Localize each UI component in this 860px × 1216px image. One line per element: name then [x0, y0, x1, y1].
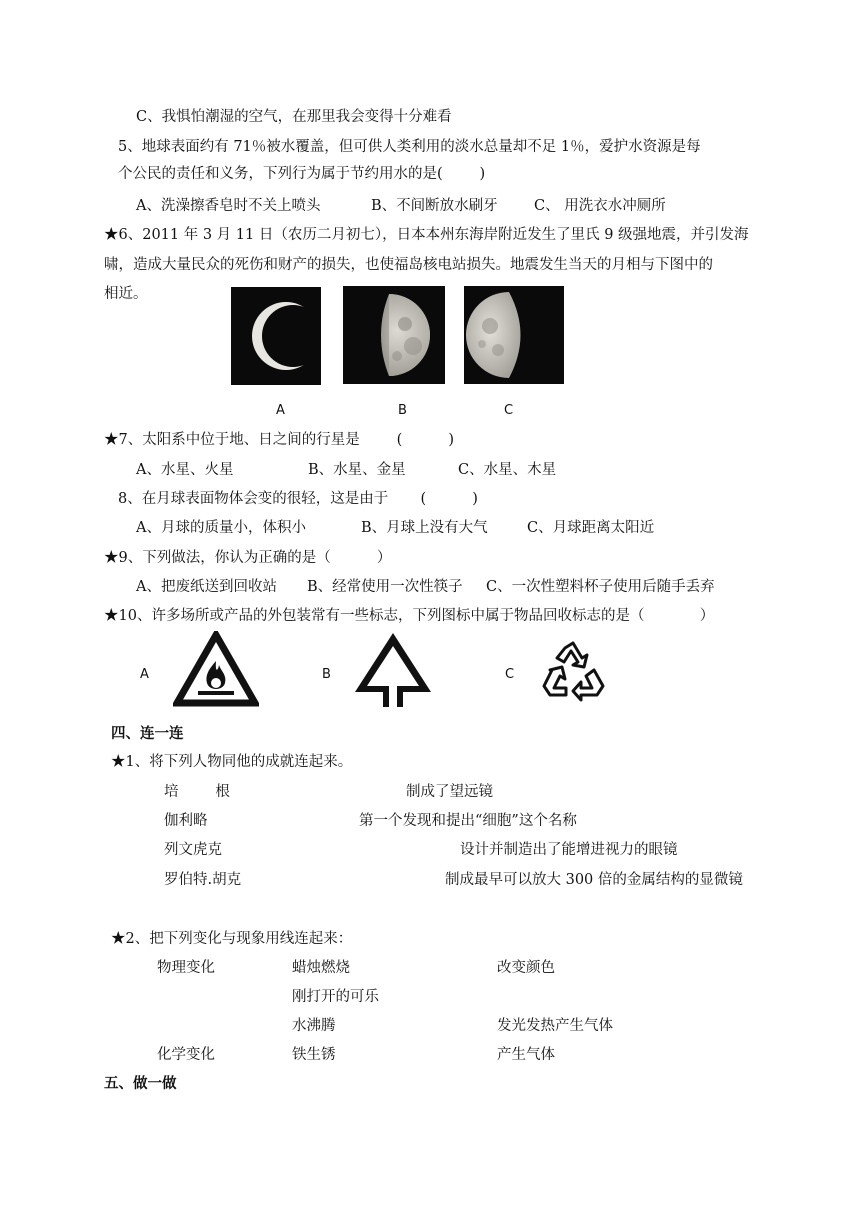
achievement-2: 第一个发现和提出“细胞”这个名称	[359, 813, 577, 829]
q5-stem-line1: 5、地球表面约有 71％被水覆盖，但可供人类利用的淡水总量却不足 1％，爱护水资源是每	[118, 139, 701, 155]
q6-stem-line3: 相近。	[104, 286, 148, 302]
q10-stem: ★10、许多场所或产品的外包装常有一些标志，下列图标中属于物品回收标志的是（ ）	[104, 608, 715, 624]
phenomenon-3: 水沸腾	[292, 1018, 336, 1034]
moon-first-quarter-image	[343, 286, 445, 384]
change-physical: 物理变化	[157, 960, 215, 976]
person-3: 列文虎克	[164, 842, 222, 858]
person-4: 罗伯特.胡克	[164, 872, 242, 888]
q5-option-b: B、不间断放水刷牙	[371, 198, 498, 214]
change-chemical: 化学变化	[157, 1047, 215, 1063]
q8-option-c: C、月球距离太阳近	[527, 520, 655, 536]
s4-q1-stem: ★1、将下列人物同他的成就连起来。	[111, 754, 353, 770]
q8-option-b: B、月球上没有大气	[361, 520, 488, 536]
q5-option-a: A、洗澡擦香皂时不关上喷头	[136, 198, 321, 214]
recycle-icon	[540, 640, 606, 702]
q6-stem-line2: 啸，造成大量民众的死伤和财产的损失，也使福岛核电站损失。地震发生当天的月相与下图中的	[104, 257, 713, 273]
feature-2: 发光发热产生气体	[497, 1018, 613, 1034]
achievement-4: 制成最早可以放大 300 倍的金属结构的显微镜	[445, 872, 743, 888]
section-4-title: 四、连一连	[111, 725, 184, 742]
achievement-1: 制成了望远镜	[406, 784, 493, 800]
sign-label-a: A	[140, 667, 149, 682]
phenomenon-4: 铁生锈	[292, 1047, 336, 1063]
q7-option-b: B、水星、金星	[308, 462, 406, 478]
moon-gibbous-image	[464, 286, 564, 384]
q9-option-c: C、一次性塑料杯子使用后随手丢弃	[486, 579, 715, 595]
q7-stem: ★7、太阳系中位于地、日之间的行星是 ( )	[104, 432, 455, 448]
q9-option-b: B、经常使用一次性筷子	[307, 579, 463, 595]
q8-stem: 8、在月球表面物体会变的很轻，这是由于 ( )	[118, 491, 478, 507]
s4-q2-stem: ★2、把下列变化与现象用线连起来：	[111, 931, 353, 947]
achievement-3: 设计并制造出了能增进视力的眼镜	[460, 842, 678, 858]
person-2: 伽利略	[164, 813, 208, 829]
q7-option-a: A、水星、火星	[136, 462, 234, 478]
phenomenon-2: 刚打开的可乐	[292, 989, 379, 1005]
feature-1: 改变颜色	[497, 960, 555, 976]
sign-label-b: B	[322, 667, 331, 682]
sign-label-c: C	[505, 667, 515, 682]
moon-label-c: C	[504, 403, 514, 418]
q5-stem-line2: 个公民的责任和义务，下列行为属于节约用水的是( )	[118, 166, 486, 182]
q9-stem: ★9、下列做法，你认为正确的是（ ）	[104, 550, 392, 566]
person-1: 培 根	[164, 784, 230, 800]
q4-option-c: C、我惧怕潮湿的空气，在那里我会变得十分难看	[136, 109, 452, 125]
moon-label-a: A	[276, 403, 285, 418]
plastic-triangle-icon	[353, 630, 433, 710]
moon-label-b: B	[398, 403, 407, 418]
phenomenon-1: 蜡烛燃烧	[292, 960, 350, 976]
feature-3: 产生气体	[497, 1047, 555, 1063]
flammable-warning-icon	[173, 631, 259, 707]
section-5-title: 五、做一做	[104, 1075, 177, 1092]
q9-option-a: A、把废纸送到回收站	[136, 579, 277, 595]
q6-stem-line1: ★6、2011 年 3 月 11 日（农历二月初七），日本本州东海岸附近发生了里氏 9 级强地震，并引发海	[104, 227, 749, 243]
q8-option-a: A、月球的质量小，体积小	[136, 520, 306, 536]
moon-crescent-image	[231, 287, 321, 385]
q7-option-c: C、水星、木星	[458, 462, 557, 478]
q5-option-c: C、 用洗衣水冲厕所	[534, 198, 666, 214]
